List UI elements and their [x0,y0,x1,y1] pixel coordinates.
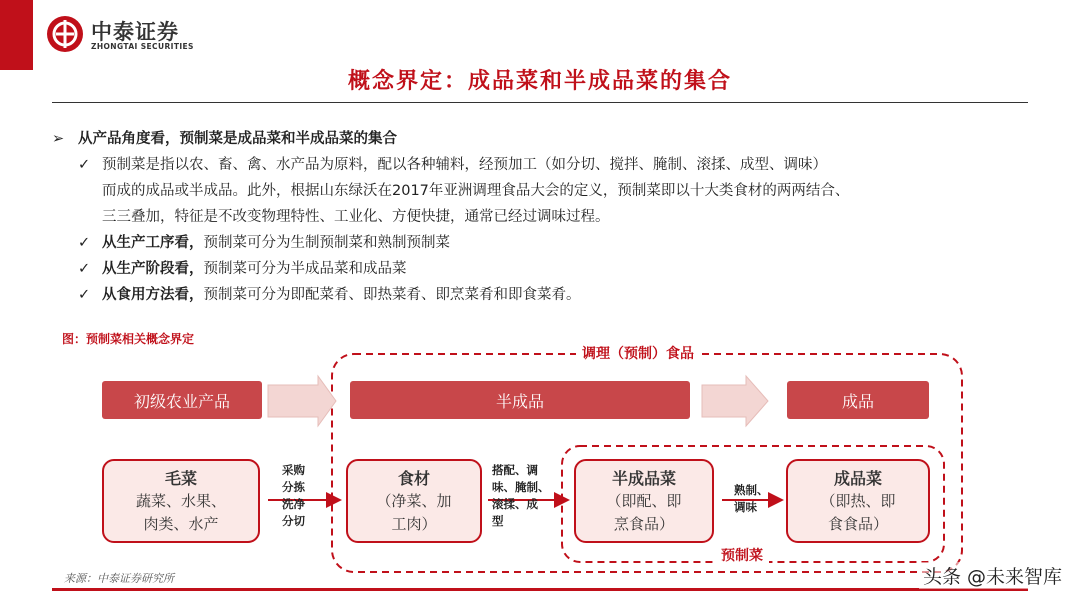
bullet-item-lead: 从生产阶段看， [102,261,204,277]
step1-line: 洗净 [282,497,305,511]
big-arrow-left [268,376,336,426]
finished-dish-line: 食食品） [827,514,888,533]
step1-line: 分拣 [282,480,305,494]
stage-primary: 初级农业产品 [102,381,262,419]
stage-semi: 半成品 [350,381,690,419]
step2-line: 滚揉、成 [492,497,538,511]
bullet-item-lead: 从生产工序看， [102,235,204,251]
check-icon: ✓ [78,235,91,251]
logo-english-name: ZHONGTAI SECURITIES [91,42,194,51]
raw-produce-line: 肉类、水产 [143,514,219,533]
check-icon: ✓ [78,287,91,303]
step2-label [492,462,550,530]
definition-line: 预制菜是指以农、畜、禽、水产品为原料，配以各种辅料，经预加工（如分切、搅拌、腌制、滚揉、成型、调味） [102,157,827,173]
raw-produce-box [102,459,260,543]
step2-line: 味、腌制、 [492,480,550,494]
step3-line: 调味 [734,500,757,514]
ingredient-line: 工肉） [391,514,437,533]
step3-line: 熟制、 [734,483,769,497]
figure-caption: 图：预制菜相关概念界定 [62,332,195,346]
raw-produce-line: 蔬菜、水果、 [135,491,226,510]
bullet-main-text: 从产品角度看，预制菜是成品菜和半成品菜的集合 [78,131,397,147]
ingredient-line: （净菜、加 [376,491,452,510]
step3-label [734,482,769,516]
step2-line: 型 [492,514,504,528]
logo-name: 中泰证券 [91,20,179,44]
ingredient-box [346,459,482,543]
big-arrow-right [702,376,768,426]
finished-dish-box [786,459,930,543]
page-title: 概念界定：成品菜和半成品菜的集合 [347,69,732,94]
step1-line: 分切 [282,514,305,528]
semi-dish-title: 半成品菜 [611,468,676,488]
finished-dish-title: 成品菜 [833,468,882,488]
definition-line: 三三叠加，特征是不改变物理特性、工业化、方便快捷，通常已经过调味过程。 [102,209,610,225]
bullet-item-text: 预制菜可分为生制预制菜和熟制预制菜 [203,235,450,251]
step1-line: 采购 [282,463,305,477]
step1-label [282,462,305,530]
semi-dish-box [574,459,714,543]
outer-region-label: 调理（预制）食品 [576,343,700,363]
semi-dish-line: 烹食品） [613,514,674,533]
bullet-item-text: 预制菜可分为即配菜肴、即热菜肴、即烹菜肴和即食菜肴。 [203,287,581,303]
arrow-bullet-icon: ➢ [52,131,65,147]
finished-dish-line: （即热、即 [820,491,896,510]
bullet-item-text: 预制菜可分为半成品菜和成品菜 [203,261,407,277]
raw-produce-title: 毛菜 [164,468,197,488]
footer-divider [52,588,1028,591]
check-icon: ✓ [78,261,91,277]
check-icon: ✓ [78,157,91,173]
watermark: 头条 @未来智库 [919,562,1066,589]
semi-dish-line: （即配、即 [606,491,682,510]
step2-line: 搭配、调 [492,463,538,477]
definition-line: 而成的成品或半成品。此外，根据山东绿沃在2017年亚洲调理食品大会的定义，预制菜即以十大类食材的两两结合、 [102,183,850,199]
source-note: 来源：中泰证券研究所 [64,572,174,585]
bullet-item-lead: 从食用方法看， [102,287,204,303]
ingredient-title: 食材 [397,468,430,488]
stage-finished: 成品 [787,381,929,419]
inner-region-label: 预制菜 [715,545,769,565]
